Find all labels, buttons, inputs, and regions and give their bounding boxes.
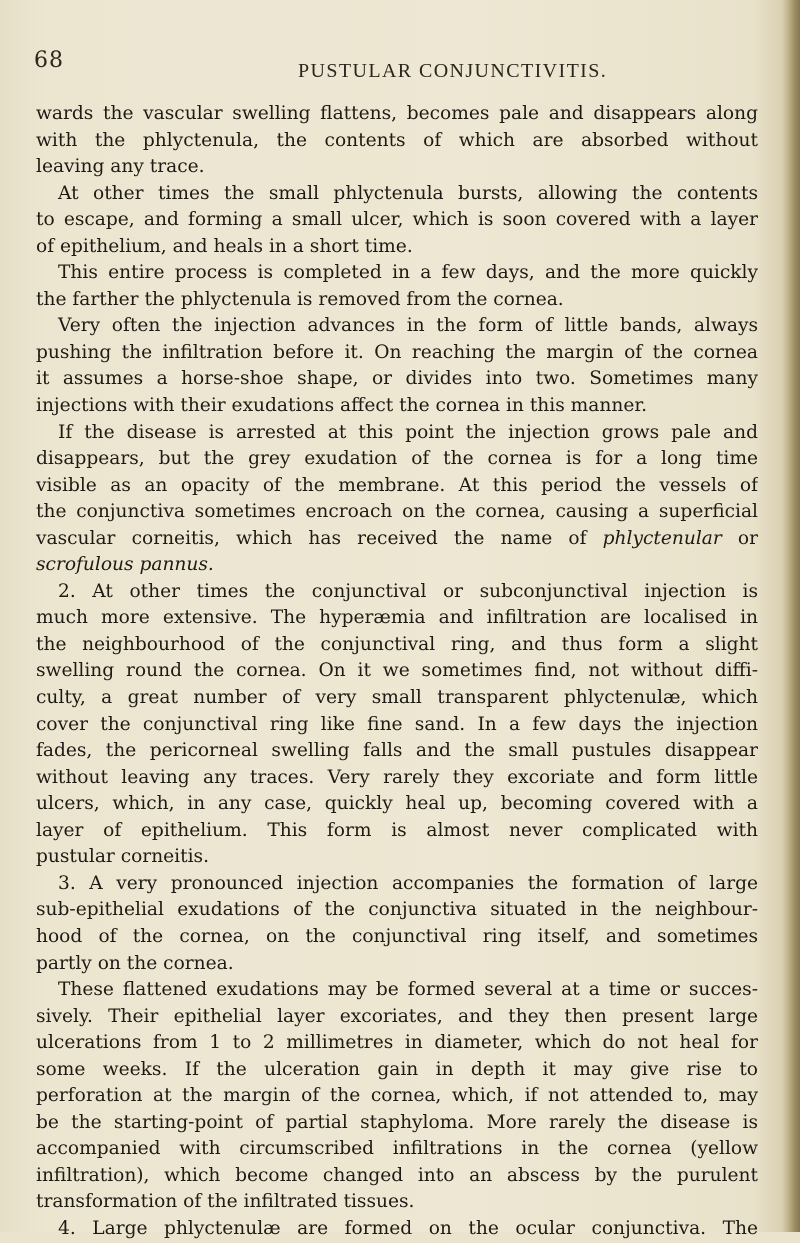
text-line: visible as an opacity of the membrane. At this period the vessels of	[36, 474, 758, 496]
text-line: with the phlyctenula, the contents of which are absorbed without	[36, 129, 758, 151]
text-line: swelling round the cornea. On it we sometimes find, not without diffi-	[36, 660, 758, 682]
text-line: perforation at the margin of the cornea, which, if not attended to, may	[36, 1085, 758, 1107]
text-line: the neighbourhood of the conjunctival ring, and thus form a slight	[36, 633, 758, 655]
text-line: the conjunctiva sometimes encroach on the cornea, causing a superficial	[36, 501, 758, 523]
text-line-with-italic	[36, 526, 758, 553]
text-line: pushing the infiltration before it. On reaching the margin of the cornea	[36, 341, 758, 363]
text-fragment: or	[737, 527, 758, 549]
italic-term: phlyctenular	[602, 527, 722, 549]
text-line: These flattened exudations may be formed several at a time or succes-	[58, 979, 758, 1001]
text-line: some weeks. If the ulceration gain in depth it may give rise to	[36, 1058, 758, 1080]
text-line: transformation of the infiltrated tissues.	[36, 1191, 415, 1213]
text-line: the farther the phlyctenula is removed from the cornea.	[36, 288, 564, 310]
text-line: At other times the small phlyctenula bursts, allowing the contents	[58, 182, 758, 204]
text-line: culty, a great number of very small transparent phlyctenulæ, which	[36, 687, 758, 709]
body-text	[36, 101, 758, 1243]
text-fragment: vascular corneitis, which has received the name of	[36, 527, 587, 549]
text-line: This entire process is completed in a few days, and the more quickly	[58, 262, 758, 284]
text-line: it assumes a horse-shoe shape, or divides into two. Sometimes many	[36, 368, 758, 390]
text-line: partly on the cornea.	[36, 952, 234, 974]
text-line: injections with their exudations affect the cornea in this manner.	[36, 395, 648, 417]
text-line: 2. At other times the conjunctival or subconjunctival injection is	[58, 580, 758, 602]
text-line: ulcers, which, in any case, quickly heal up, becoming covered with a	[36, 793, 758, 815]
text-line: much more extensive. The hyperæmia and infiltration are localised in	[36, 607, 758, 629]
text-line: infiltration), which become changed into an abscess by the purulent	[36, 1164, 758, 1186]
text-line: wards the vascular swelling flattens, becomes pale and disappears along	[36, 103, 758, 124]
text-line: be the starting-point of partial staphyloma. More rarely the disease is	[36, 1111, 758, 1133]
text-line: of epithelium, and heals in a short time.	[36, 235, 413, 257]
text-line: pustular corneitis.	[36, 846, 209, 868]
text-line: layer of epithelium. This form is almost never complicated with	[36, 819, 758, 841]
text-line: fades, the pericorneal swelling falls and the small pustules disappear	[36, 740, 758, 762]
text-line: sively. Their epithelial layer excoriates, and they then present large	[36, 1005, 758, 1027]
text-line: sub-epithelial exudations of the conjunctiva situated in the neighbour-	[36, 899, 758, 921]
text-line: accompanied with circumscribed infiltrations in the cornea (yellow	[36, 1138, 758, 1160]
italic-term: scrofulous pannus.	[36, 554, 214, 576]
page-edge-shadow	[782, 0, 800, 1232]
running-title: PUSTULAR CONJUNCTIVITIS.	[298, 60, 608, 82]
text-line: cover the conjunctival ring like fine sand. In a few days the injection	[36, 713, 758, 735]
text-line: If the disease is arrested at this point the injection grows pale and	[58, 421, 758, 443]
text-line: leaving any trace.	[36, 156, 205, 178]
text-line: Very often the injection advances in the form of little bands, always	[58, 315, 758, 337]
text-line: 4. Large phlyctenulæ are formed on the ocular conjunctiva. The	[58, 1217, 758, 1239]
text-line: without leaving any traces. Very rarely they excoriate and form little	[36, 766, 758, 788]
page-number: 68	[34, 48, 64, 73]
text-line: disappears, but the grey exudation of the cornea is for a long time	[36, 448, 758, 470]
text-line: 3. A very pronounced injection accompanies the formation of large	[58, 872, 758, 894]
text-line: to escape, and forming a small ulcer, which is soon covered with a layer	[36, 209, 758, 231]
text-line: ulcerations from 1 to 2 millimetres in diameter, which do not heal for	[36, 1032, 758, 1054]
text-line: hood of the cornea, on the conjunctival ring itself, and sometimes	[36, 925, 758, 947]
